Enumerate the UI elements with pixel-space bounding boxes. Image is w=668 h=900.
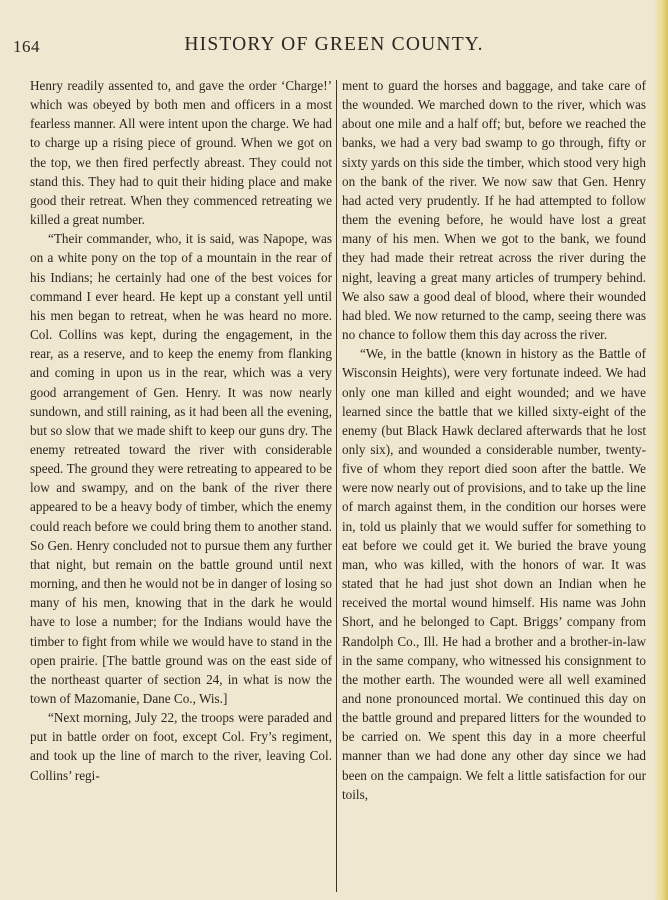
column-divider	[336, 80, 337, 892]
paragraph: ment to guard the horses and baggage, and take care of the wounded. We marched down to the river, which was about one mile and a half off; but, before we reached the banks, we had a very bad swamp to go through, fifty or sixty yards on this side the timber, which stood very high on the bank of the river. We now saw that Gen. Henry had acted very prudently. If he had attempted to follow them the evening before, he would have lost a great many of his men. When we got to the bank, we found they had made their retreat across the river during the night, leaving a great many articles of trumpery behind. We also saw a good deal of blood, where their wounded had bled. We now returned to the camp, seeing there was no chance to follow them this day across the river.	[342, 78, 646, 343]
left-column	[30, 76, 332, 785]
running-title: HISTORY OF GREEN COUNTY.	[184, 34, 484, 55]
page-edge-shadow	[654, 0, 668, 900]
page-header	[0, 30, 668, 60]
paragraph: “We, in the battle (known in history as the Battle of Wisconsin Heights), were very fortunate indeed. We had only one man killed and eight wounded; and we have learned since the battle that we killed sixty-eight of the enemy (but Black Hawk declared afterwards that he lost only six), and wounded a considerable number, twenty-five of whom they report died soon after the battle. We were now nearly out of provisions, and to take up the line of march against them, in the condition our horses were in, told us plainly that we would suffer for something to eat before we could get it. We buried the brave young man, who was killed, with the honors of war. It was stated that he had just shot down an Indian when he received the mortal wound himself. His name was John Short, and he belonged to Capt. Briggs’ company from Randolph Co., Ill. He had a brother and a brother-in-law in the same company, who witnessed his consignment to the mother earth. The wounded were all well examined and none pronounced mortal. We continued this day on the battle ground and prepared litters for the wounded to be carried on. We spent this day in a more cheerful manner than we had done any other day since we had been on the campaign. We felt a little satisfaction for our toils,	[342, 346, 646, 802]
paragraph: “Their commander, who, it is said, was Napope, was on a white pony on the top of a mountain in the rear of his Indians; he certainly had one of the best voices for command I ever heard. He kept up a constant yell until his men began to retreat, when he was heard no more. Col. Collins was kept, during the engagement, in the rear, as a reserve, and to keep the enemy from flanking and coming in upon us in the rear, which was a very good arrangement of Gen. Henry. It was now nearly sundown, and still raining, as it had been all the evening, but so slow that we made shift to keep our guns dry. The enemy retreated toward the river with considerable speed. The ground they were retreating to appeared to be low and swampy, and on the bank of the river there appeared to be a heavy body of timber, which the enemy could reach before we could bring them to another stand. So Gen. Henry concluded not to pursue them any further that night, but remain on the battle ground until next morning, and then he would not be in danger of losing so many of his men, knowing that in the dark he would have to lose a number; for the Indians would have the timber to fight from while we would have to stand in the open prairie. [The battle ground was on the east side of the northeast quarter of section 24, in what is now the town of Mazomanie, Dane Co., Wis.]	[30, 231, 332, 706]
paragraph: “Next morning, July 22, the troops were paraded and put in battle order on foot, except Col. Fry’s regiment, and took up the line of march to the river, leaving Col. Collins’ regi-	[30, 710, 332, 783]
right-column	[342, 76, 646, 804]
paragraph: Henry readily assented to, and gave the order ‘Charge!’ which was obeyed by both men and officers in a most fearless manner. All were intent upon the charge. We had to charge up a rising piece of ground. When we got on the top, we then fired perfectly abreast. They could not stand this. They had to quit their hiding place and make good their retreat. When they commenced retreating we killed a great number.	[30, 78, 332, 228]
page-number: 164	[13, 37, 40, 56]
